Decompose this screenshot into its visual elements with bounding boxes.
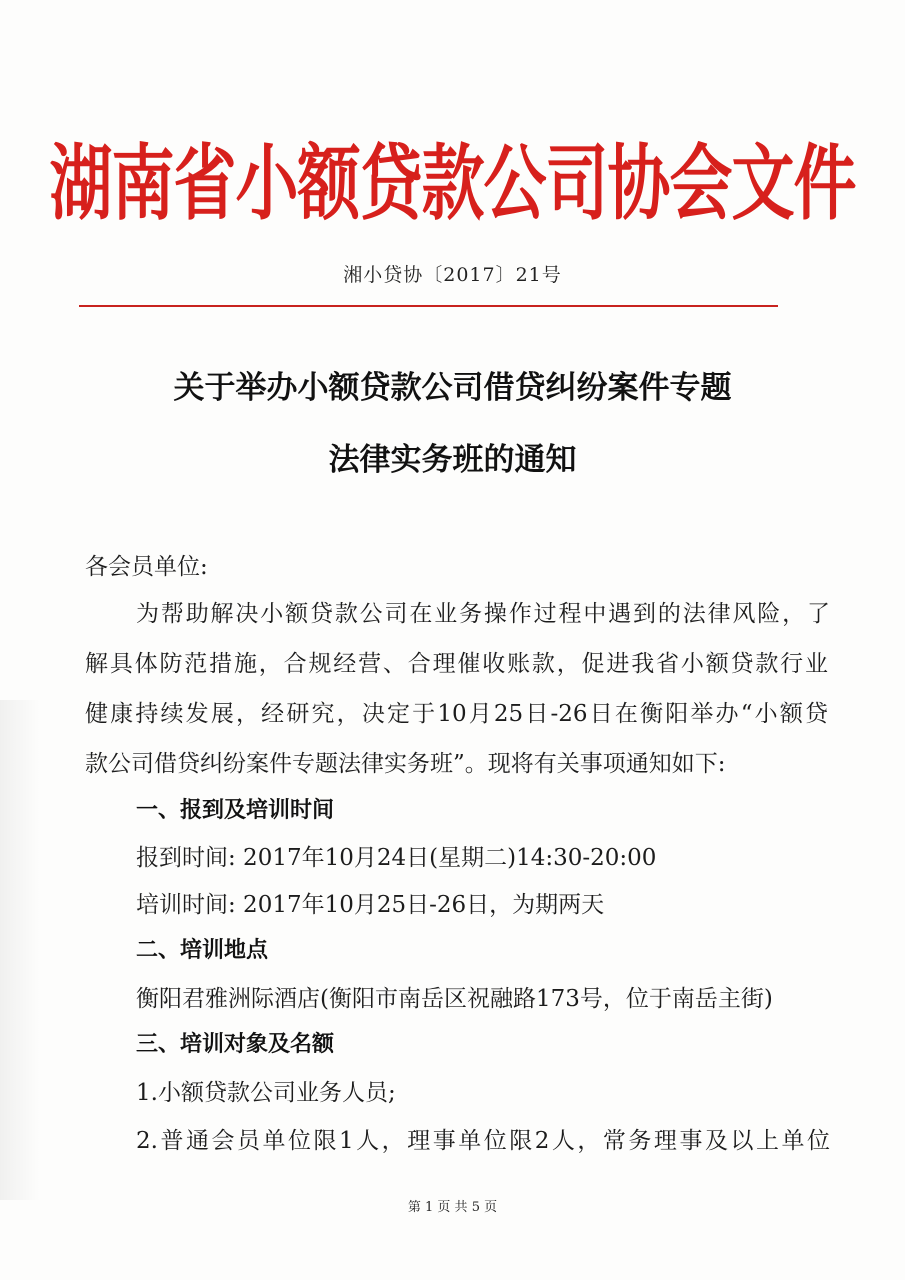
intro-line-1: 为帮助解决小额贷款公司在业务操作过程中遇到的法律风险，了 bbox=[136, 601, 830, 627]
quota-item-2: 2.普通会员单位限1人，理事单位限2人，常务理事及以上单位 bbox=[136, 1128, 830, 1154]
masthead-title: 湖南省小额贷款公司协会文件 bbox=[49, 136, 856, 232]
scan-shadow bbox=[0, 700, 40, 1200]
intro-line-3: 健康持续发展，经研究，决定于10月25日-26日在衡阳举办“小额贷 bbox=[85, 701, 828, 727]
notice-title-line-1: 关于举办小额贷款公司借贷纠纷案件专题 bbox=[173, 370, 732, 406]
training-time: 培训时间: 2017年10月25日-26日，为期两天 bbox=[136, 892, 605, 918]
intro-line-2: 解具体防范措施，合规经营、合理催收账款，促进我省小额贷款行业 bbox=[85, 651, 828, 677]
section-1-heading: 一、报到及培训时间 bbox=[136, 798, 335, 823]
training-location: 衡阳君雅洲际酒店(衡阳市南岳区祝融路173号，位于南岳主街) bbox=[136, 986, 773, 1012]
notice-title-line-2: 法律实务班的通知 bbox=[328, 442, 577, 478]
registration-time: 报到时间: 2017年10月24日(星期二)14:30-20:00 bbox=[136, 845, 657, 871]
quota-item-1: 1.小额贷款公司业务人员; bbox=[136, 1080, 396, 1106]
page-footer: 第 1 页 共 5 页 bbox=[407, 1200, 498, 1215]
intro-line-4: 款公司借贷纠纷案件专题法律实务班”。现将有关事项通知如下: bbox=[85, 751, 726, 777]
section-2-heading: 二、培训地点 bbox=[136, 938, 269, 963]
red-divider bbox=[79, 305, 778, 307]
salutation: 各会员单位: bbox=[85, 554, 208, 580]
document-number: 湘小贷协〔2017〕21号 bbox=[343, 264, 562, 286]
section-3-heading: 三、培训对象及名额 bbox=[136, 1032, 335, 1057]
